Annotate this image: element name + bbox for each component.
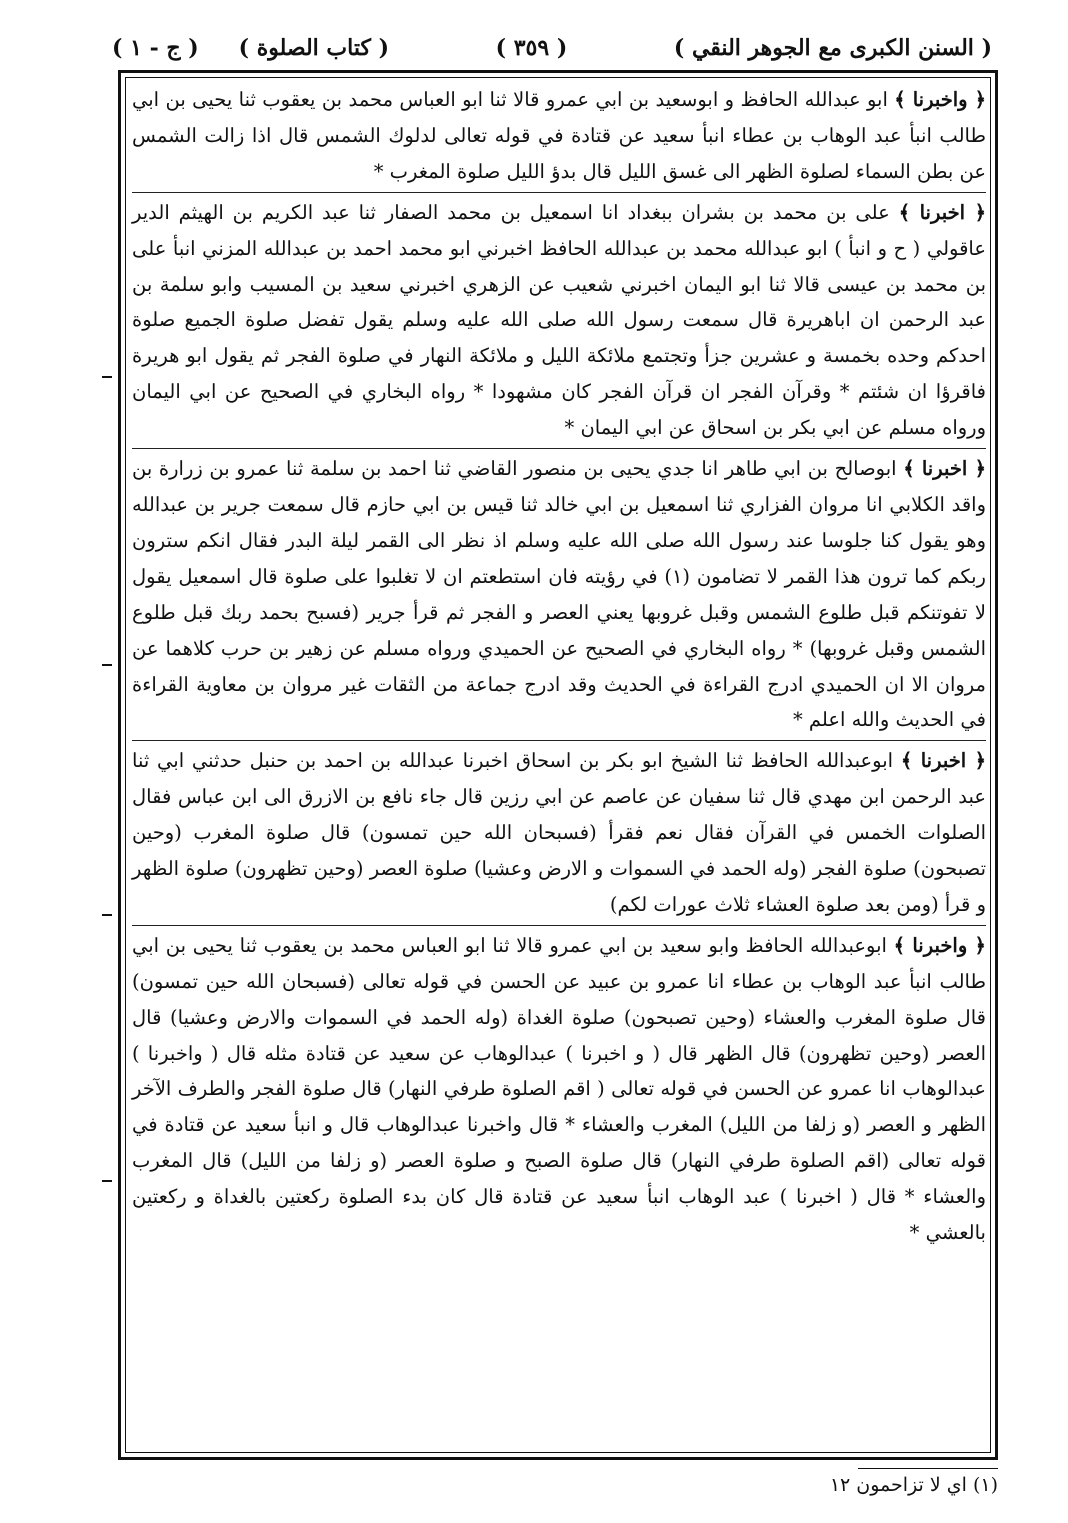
paragraph-marker: ﴿ اخبرنا ﴾	[903, 457, 986, 481]
main-text	[132, 82, 986, 1251]
hadith-paragraph	[132, 448, 986, 738]
hadith-paragraph	[132, 192, 986, 446]
footnote-rule	[858, 1468, 998, 1469]
volume-label: ( ج - ١ )	[112, 35, 199, 61]
hadith-paragraph	[132, 925, 986, 1251]
page-header	[112, 28, 992, 68]
page-number: ( ٣٥٩ )	[495, 35, 568, 61]
paragraph-marker: ﴿ اخبرنا ﴾	[900, 749, 986, 773]
footnote	[118, 1468, 998, 1508]
header-left-group	[112, 35, 389, 61]
footnote-text: (١) اي لا تزاحمون ١٢	[829, 1474, 998, 1496]
paragraph-marker: ﴿ اخبرنا ﴾	[898, 200, 986, 224]
margin-mark	[102, 664, 112, 666]
book-title: ( السنن الكبرى مع الجوهر النقي )	[673, 35, 992, 61]
paragraph-text: ابو عبدالله الحافظ و ابوسعيد بن ابي عمرو قالا ثنا ابو العباس محمد بن يعقوب ثنا يحيى بن ابي طالب انبأ عبد الوهاب بن عطاء انبأ سعيد عن قتادة في قوله تعالى لدلوك الشمس قال اذا زالت الشمس عن بطن السماء لصلوة الظهر الى غسق الليل قال بدؤ الليل صلوة المغرب *	[132, 88, 986, 183]
paragraph-marker: ﴿ واخبرنا ﴾	[893, 933, 986, 957]
paragraph-text: على بن محمد بن بشران ببغداد انا اسمعيل بن محمد الصفار ثنا عبد الكريم بن الهيثم الدير عاقولي ( ح و انبأ ) ابو عبدالله محمد بن عبدالله الحافظ اخبرني ابو محمد احمد بن عبدالله المزني انبأ على بن محمد بن عيسى قالا ثنا ابو اليمان اخبرني شعيب عن الزهري اخبرني سعيد بن المسيب وابو سلمة بن عبد الرحمن ان اباهريرة قال سمعت رسول الله صلى الله عليه وسلم يقول تفضل صلوة الجميع صلوة احدكم وحده بخمسة و عشرين جزأ وتجتمع ملائكة الليل و ملائكة النهار في صلوة الفجر ثم يقول ابو هريرة فاقرؤا ان شئتم * وقرآن الفجر ان قرآن الفجر كان مشهودا * رواه البخاري في الصحيح عن ابي اليمان ورواه مسلم عن ابي بكر بن اسحاق عن ابي اليمان *	[132, 200, 986, 440]
paragraph-text: ابوعبدالله الحافظ ثنا الشيخ ابو بكر بن اسحاق اخبرنا عبدالله بن احمد بن حنبل حدثني ابي ثنا عبد الرحمن ابن مهدي قال ثنا سفيان عن عاصم عن ابي رزين قال جاء نافع بن الازرق الى ابن عباس فقال الصلوات الخمس في القرآن فقال نعم فقرأ (فسبحان الله حين تمسون) قال صلوة المغرب (وحين تصبحون) صلوة الفجر (وله الحمد في السموات و الارض وعشيا) صلوة العصر (وحين تظهرون) صلوة الظهر و قرأ (ومن بعد صلوة العشاء ثلاث عورات لكم)	[132, 749, 986, 916]
paragraph-text: ابوصالح بن ابي طاهر انا جدي يحيى بن منصور القاضي ثنا احمد بن سلمة ثنا عمرو بن زرارة بن واقد الكلابي انا مروان الفزاري ثنا اسمعيل بن ابي خالد ثنا قيس بن ابي حازم قال سمعت جرير بن عبدالله وهو يقول كنا جلوسا عند رسول الله صلى الله عليه وسلم اذ نظر الى القمر ليلة البدر فقال انكم سترون ربكم كما ترون هذا القمر لا تضامون (١) في رؤيته فان استطعتم ان لا تغلبوا على صلوة قال اسمعيل يقول لا تفوتنكم قبل طلوع الشمس وقبل غروبها يعني العصر و الفجر ثم قرأ جرير (فسبح بحمد ربك قبل طلوع الشمس وقبل غروبها) * رواه البخاري في الصحيح عن الحميدي ورواه مسلم عن زهير بن حرب كلاهما عن مروان الا ان الحميدي ادرج القراءة في الحديث وقد ادرج جماعة من الثقات غير مروان بن معاوية القراءة في الحديث والله اعلم *	[132, 457, 986, 732]
chapter-title: ( كتاب الصلوة )	[238, 35, 390, 61]
paragraph-text: ابوعبدالله الحافظ وابو سعيد بن ابي عمرو قالا ثنا ابو العباس محمد بن يعقوب ثنا يحيى بن ابي طالب انبأ عبد الوهاب بن عطاء انا عمرو بن عبيد عن الحسن في قوله تعالى (فسبحان الله حين تمسون) قال صلوة المغرب والعشاء (وحين تصبحون) صلوة الغداة (وله الحمد في السموات والارض وعشيا) قال العصر (وحين تظهرون) قال الظهر قال ( و اخبرنا ) عبدالوهاب عن سعيد عن قتادة مثله قال ( واخبرنا ) عبدالوهاب انا عمرو عن الحسن في قوله تعالى ( اقم الصلوة طرفي النهار) قال صلوة الفجر والطرف الآخر الظهر و العصر (و زلفا من الليل) المغرب والعشاء * قال واخبرنا عبدالوهاب قال و انبأ سعيد عن قتادة في قوله تعالى (اقم الصلوة طرفي النهار) قال صلوة الصبح و صلوة العصر (و زلفا من الليل) قال المغرب والعشاء * قال ( اخبرنا ) عبد الوهاب انبأ سعيد عن قتادة قال كان بدء الصلوة ركعتين بالغداة و ركعتين بالعشي *	[132, 933, 986, 1245]
margin-mark	[102, 1180, 112, 1182]
margin-mark	[102, 914, 112, 916]
paragraph-marker: ﴿ واخبرنا ﴾	[894, 88, 986, 111]
margin-mark	[102, 376, 112, 378]
hadith-paragraph	[132, 82, 986, 190]
hadith-paragraph	[132, 740, 986, 923]
